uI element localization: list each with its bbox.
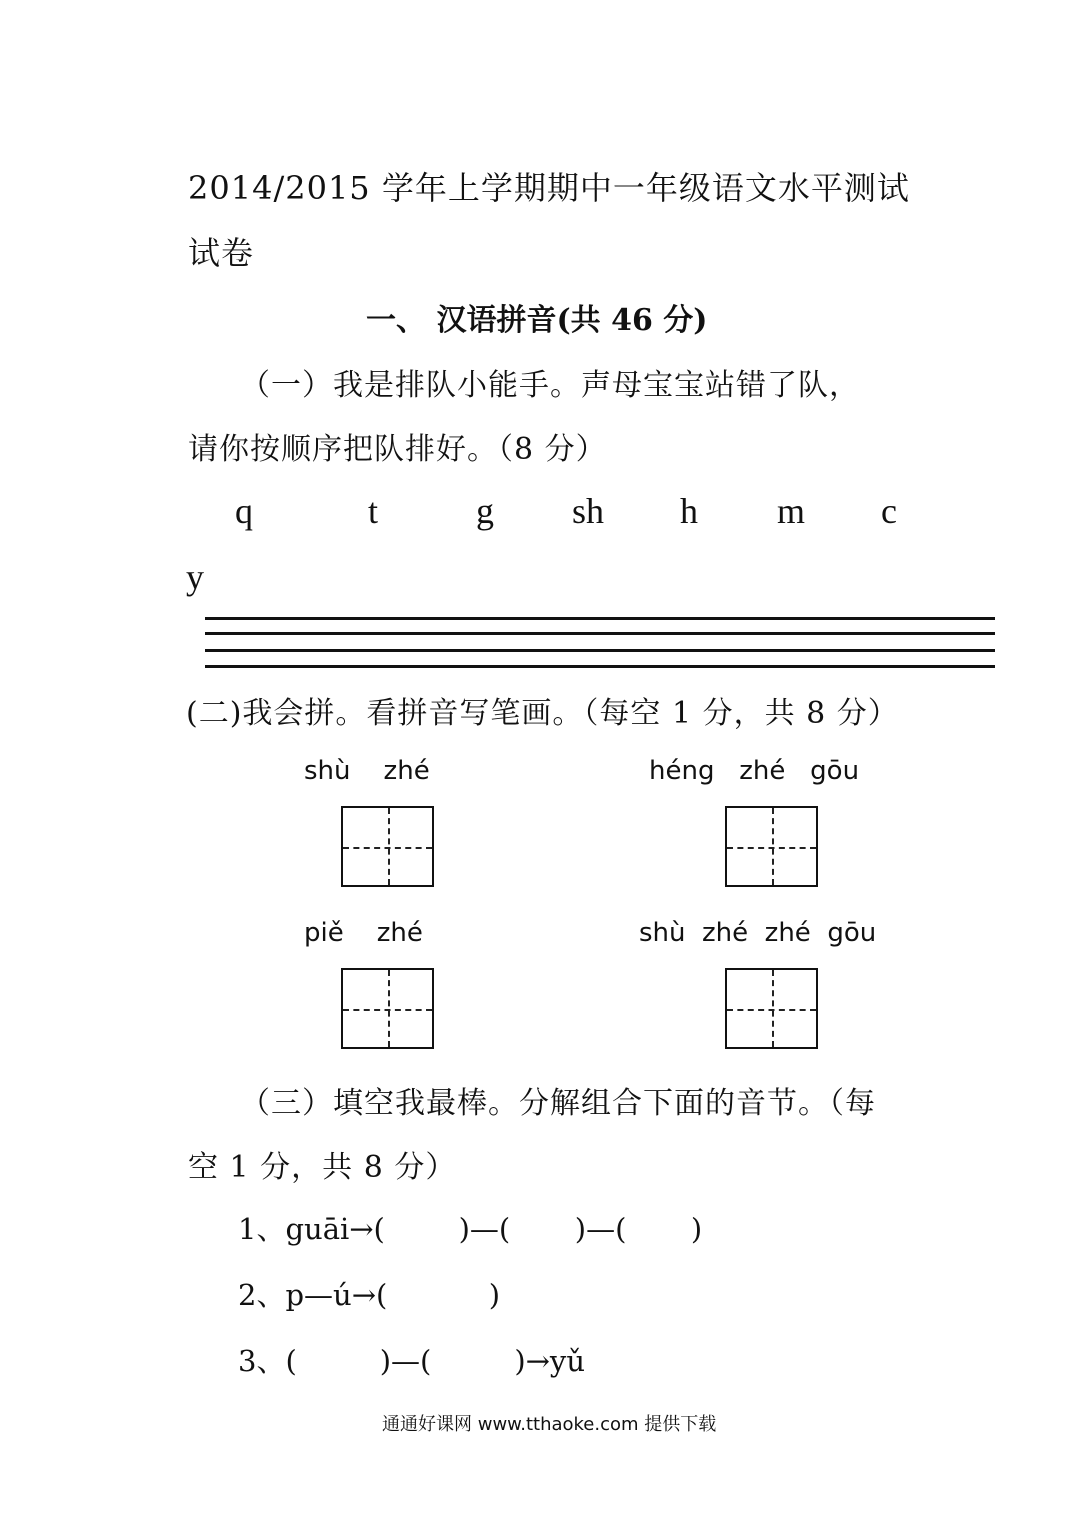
tianzige-box[interactable] xyxy=(341,806,434,887)
part1-instruction-line1: （一）我是排队小能手。声母宝宝站错了队， xyxy=(240,368,860,403)
part1-instruction-line2: 请你按顺序把队排好。（8 分） xyxy=(188,432,607,467)
pinyin-label: shù zhé xyxy=(304,756,430,786)
initial-letter: m xyxy=(777,491,806,531)
initial-letter: c xyxy=(881,491,897,531)
fill-in-item: 2、p—ú→( ) xyxy=(238,1278,501,1312)
tianzige-box[interactable] xyxy=(725,806,818,887)
writing-line xyxy=(205,632,995,635)
pinyin-label: piě zhé xyxy=(304,918,423,948)
document-title-line1: 2014/2015 学年上学期期中一年级语文水平测试 xyxy=(188,169,910,207)
tianzige-box[interactable] xyxy=(341,968,434,1049)
part3-instruction-line1: （三）填空我最棒。分解组合下面的音节。（每 xyxy=(240,1086,876,1121)
writing-line xyxy=(205,665,995,668)
page-footer: 通通好课网 www.tthaoke.com 提供下载 xyxy=(382,1414,717,1435)
initial-letter: g xyxy=(476,491,494,531)
initial-letter: sh xyxy=(572,491,605,531)
initial-letter: q xyxy=(235,491,253,531)
pinyin-label: héng zhé gōu xyxy=(649,756,860,786)
writing-line xyxy=(205,649,995,652)
section-heading: 一、 汉语拼音(共 46 分) xyxy=(366,303,708,338)
writing-line xyxy=(205,617,995,620)
fill-in-item: 3、( )—( )→yǔ xyxy=(238,1344,585,1378)
fill-in-item: 1、guāi→( )—( )—( ) xyxy=(238,1212,703,1246)
pinyin-label: shù zhé zhé gōu xyxy=(639,918,877,948)
initial-letter: h xyxy=(680,491,698,531)
document-title-line2: 试卷 xyxy=(188,234,255,272)
part3-instruction-line2: 空 1 分，共 8 分） xyxy=(188,1150,457,1185)
initial-letter: t xyxy=(368,491,379,531)
initial-letter: y xyxy=(186,557,204,597)
tianzige-box[interactable] xyxy=(725,968,818,1049)
part2-heading: (二)我会拼。看拼音写笔画。（每空 1 分，共 8 分） xyxy=(186,696,899,731)
